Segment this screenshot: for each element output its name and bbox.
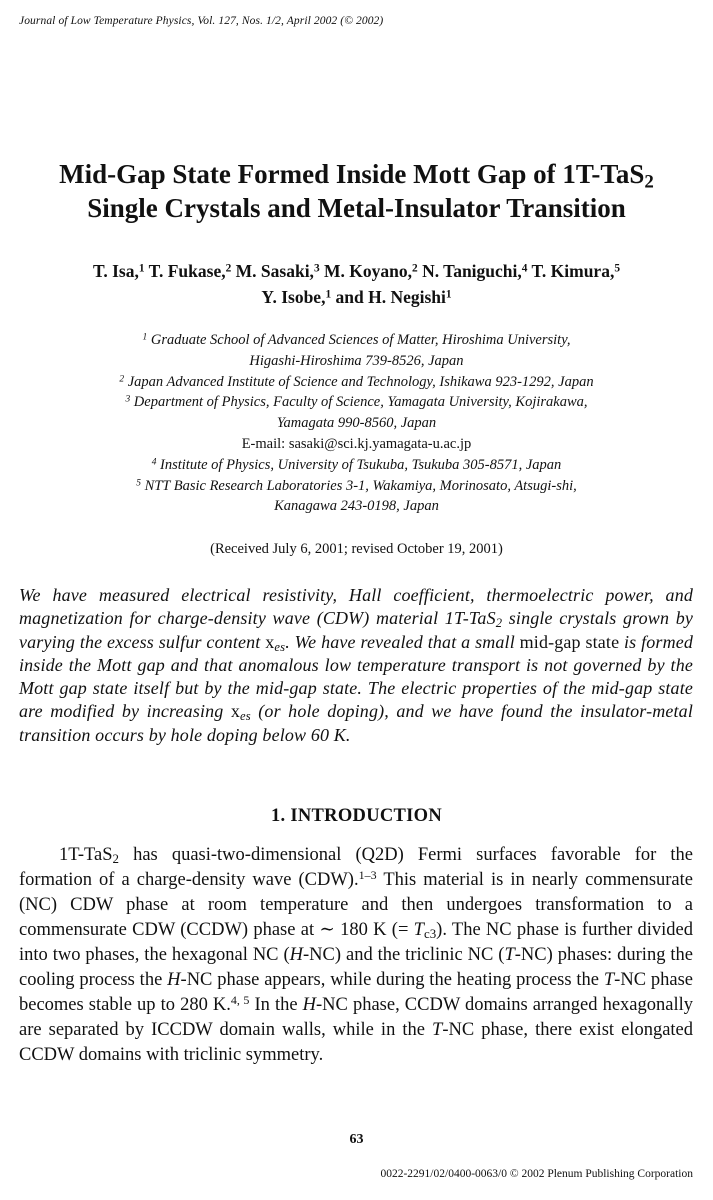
author: T. Isa,$^1$ — [92, 261, 145, 281]
author: Y. Isobe,$^1$ — [261, 287, 332, 307]
paper-title — [0, 157, 713, 225]
intro-paragraph: 1T-TaS$_2$ has quasi-two-dimensional (Q2D) Fermi surfaces favorable for the formation of a charge-density wave (CDW).$^{1-3}$ This material is in nearly commensurate (NC) CDW phase at room temperature and then undergoes transformation to a commensurate CDW (CCDW) phase at ∼ 180 K (= $T_{c3}$). The NC phase is further divided into two phases, the hexagonal NC (H-NC) and the triclinic NC (T-NC) phases: during the cooling process the H-NC phase appears, while during the heating process the T-NC phase becomes stable up to 280 K.$^{4, 5}$ In the H-NC phase, CCDW domains arranged hexagonally are separated by ICCDW domain walls, while in the T-NC phase, there exist elongated CCDW domains with triclinic symmetry. — [19, 845, 694, 1065]
author-line-1 — [0, 258, 713, 284]
title-line-1: Mid-Gap State Formed Inside Mott Gap of 1T-TaS$_2$ — [59, 159, 654, 193]
author: and H. Negishi$^1$ — [335, 287, 452, 307]
affiliation-5: $^5$ NTT Basic Research Laboratories 3-1, Wakamiya, Morinosato, Atsugi-shi, — [136, 477, 577, 494]
author: M. Sasaki,$^3$ — [235, 261, 320, 281]
author-line-2 — [0, 284, 713, 310]
affiliation-5-cont: Kanagawa 243-0198, Japan — [274, 498, 439, 515]
affiliation-1: $^1$ Graduate School of Advanced Sciences of Matter, Hiroshima University, — [142, 332, 571, 348]
affiliation-2: $^2$ Japan Advanced Institute of Science and Technology, Ishikawa 923-1292, Japan — [119, 373, 594, 390]
author: T. Kimura,$^5$ — [531, 261, 621, 281]
citation: 4, 5 — [230, 993, 250, 1007]
affiliation-3: $^3$ Department of Physics, Faculty of Science, Yamagata University, Kojirakawa, — [125, 394, 588, 411]
title-line-2: Single Crystals and Metal-Insulator Transition — [87, 193, 626, 223]
citation: 1–3 — [358, 868, 377, 882]
affiliation-4: $^4$ Institute of Physics, University of Tsukuba, Tsukuba 305-8571, Japan — [151, 456, 562, 473]
journal-header: Journal of Low Temperature Physics, Vol. 127, Nos. 1/2, April 2002 (© 2002) — [19, 15, 384, 27]
affiliation-1-cont: Higashi-Hiroshima 739-8526, Japan — [249, 352, 464, 369]
page-number: 63 — [349, 1132, 364, 1147]
author: T. Fukase,$^2$ — [148, 261, 232, 281]
abstract: We have measured electrical resistivity, Hall coefficient, thermoelectric power, and magnetization for charge-density wave (CDW) material 1T-TaS$_2$ single crystals grown by varying the excess sulfur content $x_{es}$. We have revealed that a small mid-gap state is formed inside the Mott gap and that anomalous low temperature transport is not governed by the Mott gap state itself but by the mid-gap state. The electric properties of the mid-gap state are modified by increasing $x_{es}$ (or hole doping), and we have found the insulator-metal transition occurs by hole doping below 60 K. — [19, 585, 694, 745]
received-dates: (Received July 6, 2001; revised October 19, 2001) — [210, 541, 503, 557]
author-list — [0, 258, 713, 310]
author: N. Taniguchi,$^4$ — [422, 261, 528, 281]
section-heading: 1. INTRODUCTION — [270, 806, 443, 826]
email: E-mail: sasaki@sci.kj.yamagata-u.ac.jp — [241, 435, 472, 452]
author: M. Koyano,$^2$ — [324, 261, 418, 281]
affiliations — [0, 330, 713, 517]
affiliation-3-cont: Yamagata 990-8560, Japan — [276, 415, 437, 432]
copyright-footer: 0022-2291/02/0400-0063/0 © 2002 Plenum Publishing Corporation — [380, 1168, 693, 1180]
